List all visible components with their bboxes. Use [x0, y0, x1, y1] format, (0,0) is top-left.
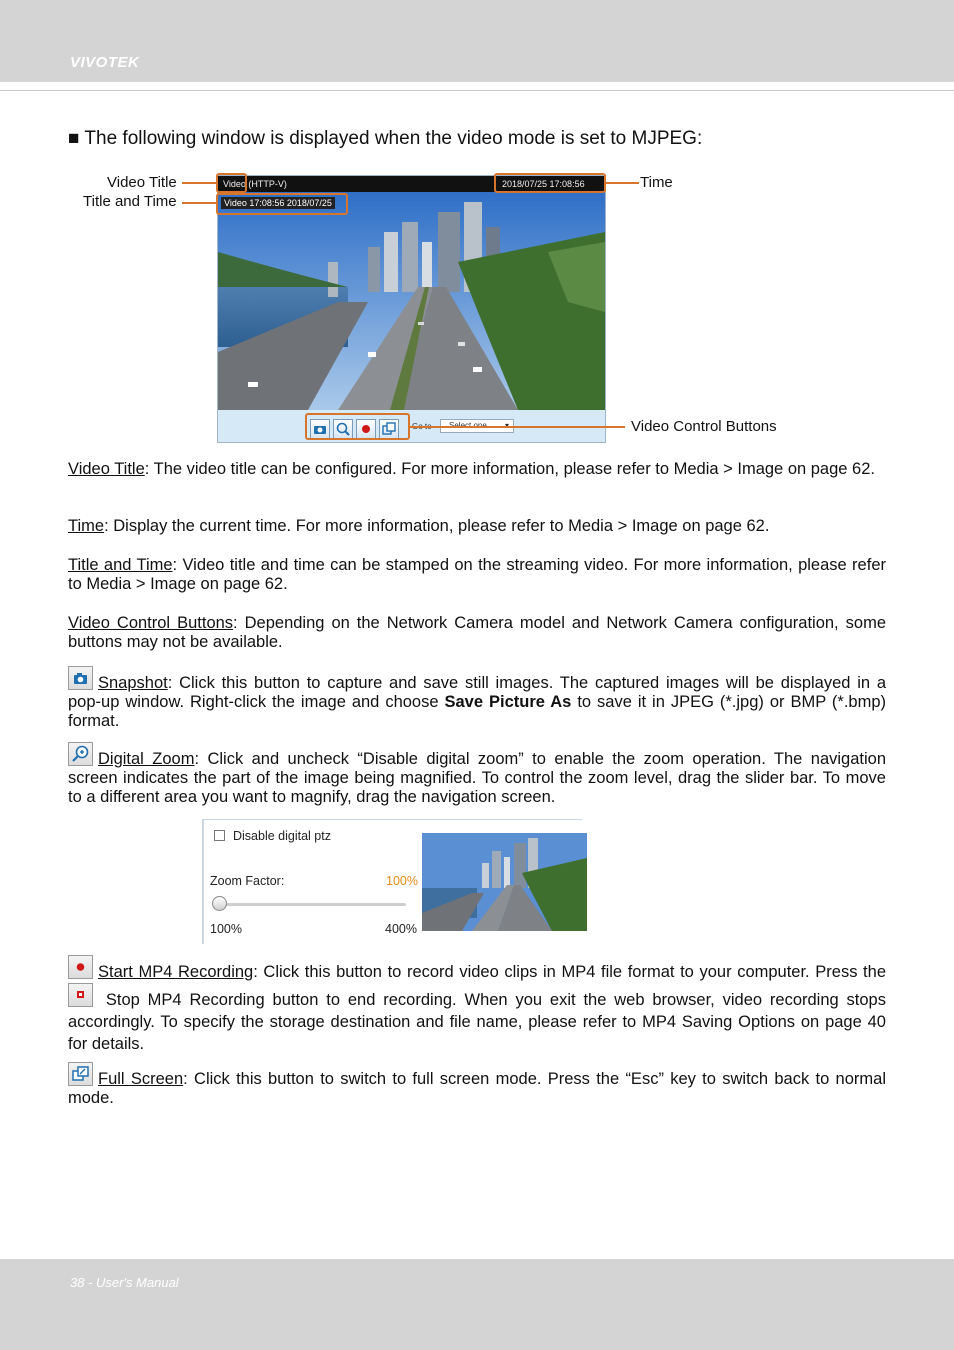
desc-video-control-buttons: : Depending on the Network Camera model and Network Camera configuration, some buttons may not be available.	[68, 614, 886, 651]
term-digital-zoom: Digital Zoom	[98, 750, 195, 768]
highlight-control-buttons	[305, 413, 410, 440]
leader-line-control-buttons	[410, 426, 625, 428]
zoom-factor-label: Zoom Factor:	[210, 874, 285, 888]
header-divider	[0, 90, 954, 91]
page-header	[0, 0, 954, 82]
snapshot-icon	[68, 666, 93, 690]
viewer-title: Video (HTTP-V)	[223, 179, 287, 189]
term-start-mp4-recording: Start MP4 Recording	[98, 963, 254, 981]
record-icon	[68, 955, 93, 979]
leader-line-time	[606, 182, 639, 184]
zoom-max-label: 400%	[385, 922, 417, 936]
viewer-title-time-stamp: Video 17:08:56 2018/07/25	[221, 197, 335, 209]
desc-digital-zoom: : Click and uncheck “Disable digital zoom” to enable the zoom operation. The navigation screen indicates the part of the image being magnified. To control the zoom level, drag the slider bar. To move to a different area you want to magnify, drag the navigation screen.	[68, 750, 886, 806]
highlight-video-title	[216, 173, 247, 193]
desc-recording-1: : Click this button to record video clips in MP4 file format to your computer. Press the	[253, 963, 886, 981]
label-time: Time	[640, 174, 673, 191]
desc-full-screen: : Click this button to switch to full screen mode. Press the “Esc” key to switch back to normal mode.	[68, 1070, 886, 1107]
zoom-factor-value: 100%	[386, 874, 418, 888]
disable-digital-ptz-checkbox[interactable]	[214, 830, 225, 841]
panel-top-border	[202, 819, 582, 820]
term-title-and-time: Title and Time	[68, 556, 173, 574]
zoom-slider-track[interactable]	[216, 903, 406, 906]
term-time: Time	[68, 517, 105, 535]
viewer-time: 2018/07/25 17:08:56	[502, 179, 585, 189]
section-title-and-time	[68, 556, 886, 594]
desc-snapshot-1: : Click this button to capture and save still images. The captured images will be displayed in a pop-up window. Right-click the image and choose	[68, 674, 886, 711]
page-number: 38 - User's Manual	[70, 1275, 179, 1290]
full-screen-icon	[68, 1062, 93, 1086]
zoom-slider-handle[interactable]	[212, 896, 227, 911]
page-footer	[0, 1259, 954, 1350]
section-mp4-recording	[68, 955, 886, 1055]
label-video-control-buttons: Video Control Buttons	[631, 418, 777, 435]
leader-line-title-and-time	[182, 202, 217, 204]
section-video-title	[68, 460, 886, 479]
section-time	[68, 517, 886, 536]
digital-zoom-panel	[202, 819, 587, 944]
leader-line-video-title	[182, 182, 217, 184]
stop-record-icon	[68, 983, 93, 1007]
section-digital-zoom	[68, 742, 886, 807]
term-full-screen: Full Screen	[98, 1070, 184, 1088]
label-video-title: Video Title	[107, 174, 177, 191]
section-snapshot	[68, 666, 886, 731]
digital-zoom-icon	[68, 742, 93, 766]
label-title-and-time: Title and Time	[83, 193, 177, 210]
desc-title-and-time: : Video title and time can be stamped on the streaming video. For more information, please refer to Media > Image on page 62.	[68, 556, 886, 593]
desc-snapshot-2: to save it in JPEG (*.jpg) or BMP (*.bmp) format.	[68, 693, 886, 730]
term-video-control-buttons: Video Control Buttons	[68, 614, 234, 632]
panel-left-border	[202, 819, 204, 944]
zoom-navigation-screen[interactable]	[422, 833, 587, 931]
section-video-control-buttons	[68, 614, 886, 652]
desc-video-title: : The video title can be configured. For more information, please refer to Media > Image on page 62.	[144, 460, 875, 478]
highlight-time	[494, 173, 606, 193]
desc-recording-2: Stop MP4 Recording button to end recording. When you exit the web browser, video recording stops accordingly. To specify the storage destination and file name, please refer to MP4 Saving Options on page 40 for details.	[68, 991, 886, 1053]
zoom-min-label: 100%	[210, 922, 242, 936]
term-snapshot: Snapshot	[98, 674, 168, 692]
term-video-title: Video Title	[68, 460, 145, 478]
video-stream-image	[218, 192, 605, 410]
desc-time: : Display the current time. For more information, please refer to Media > Image on page 62.	[104, 517, 770, 535]
section-full-screen	[68, 1062, 886, 1108]
disable-digital-ptz-label: Disable digital ptz	[233, 829, 331, 843]
desc-snapshot-bold: Save Picture As	[444, 693, 572, 711]
intro-text: ■ The following window is displayed when the video mode is set to MJPEG:	[68, 128, 703, 149]
brand-logo-text: VIVOTEK	[70, 54, 140, 71]
video-viewer	[217, 175, 606, 443]
highlight-title-and-time	[216, 193, 348, 215]
